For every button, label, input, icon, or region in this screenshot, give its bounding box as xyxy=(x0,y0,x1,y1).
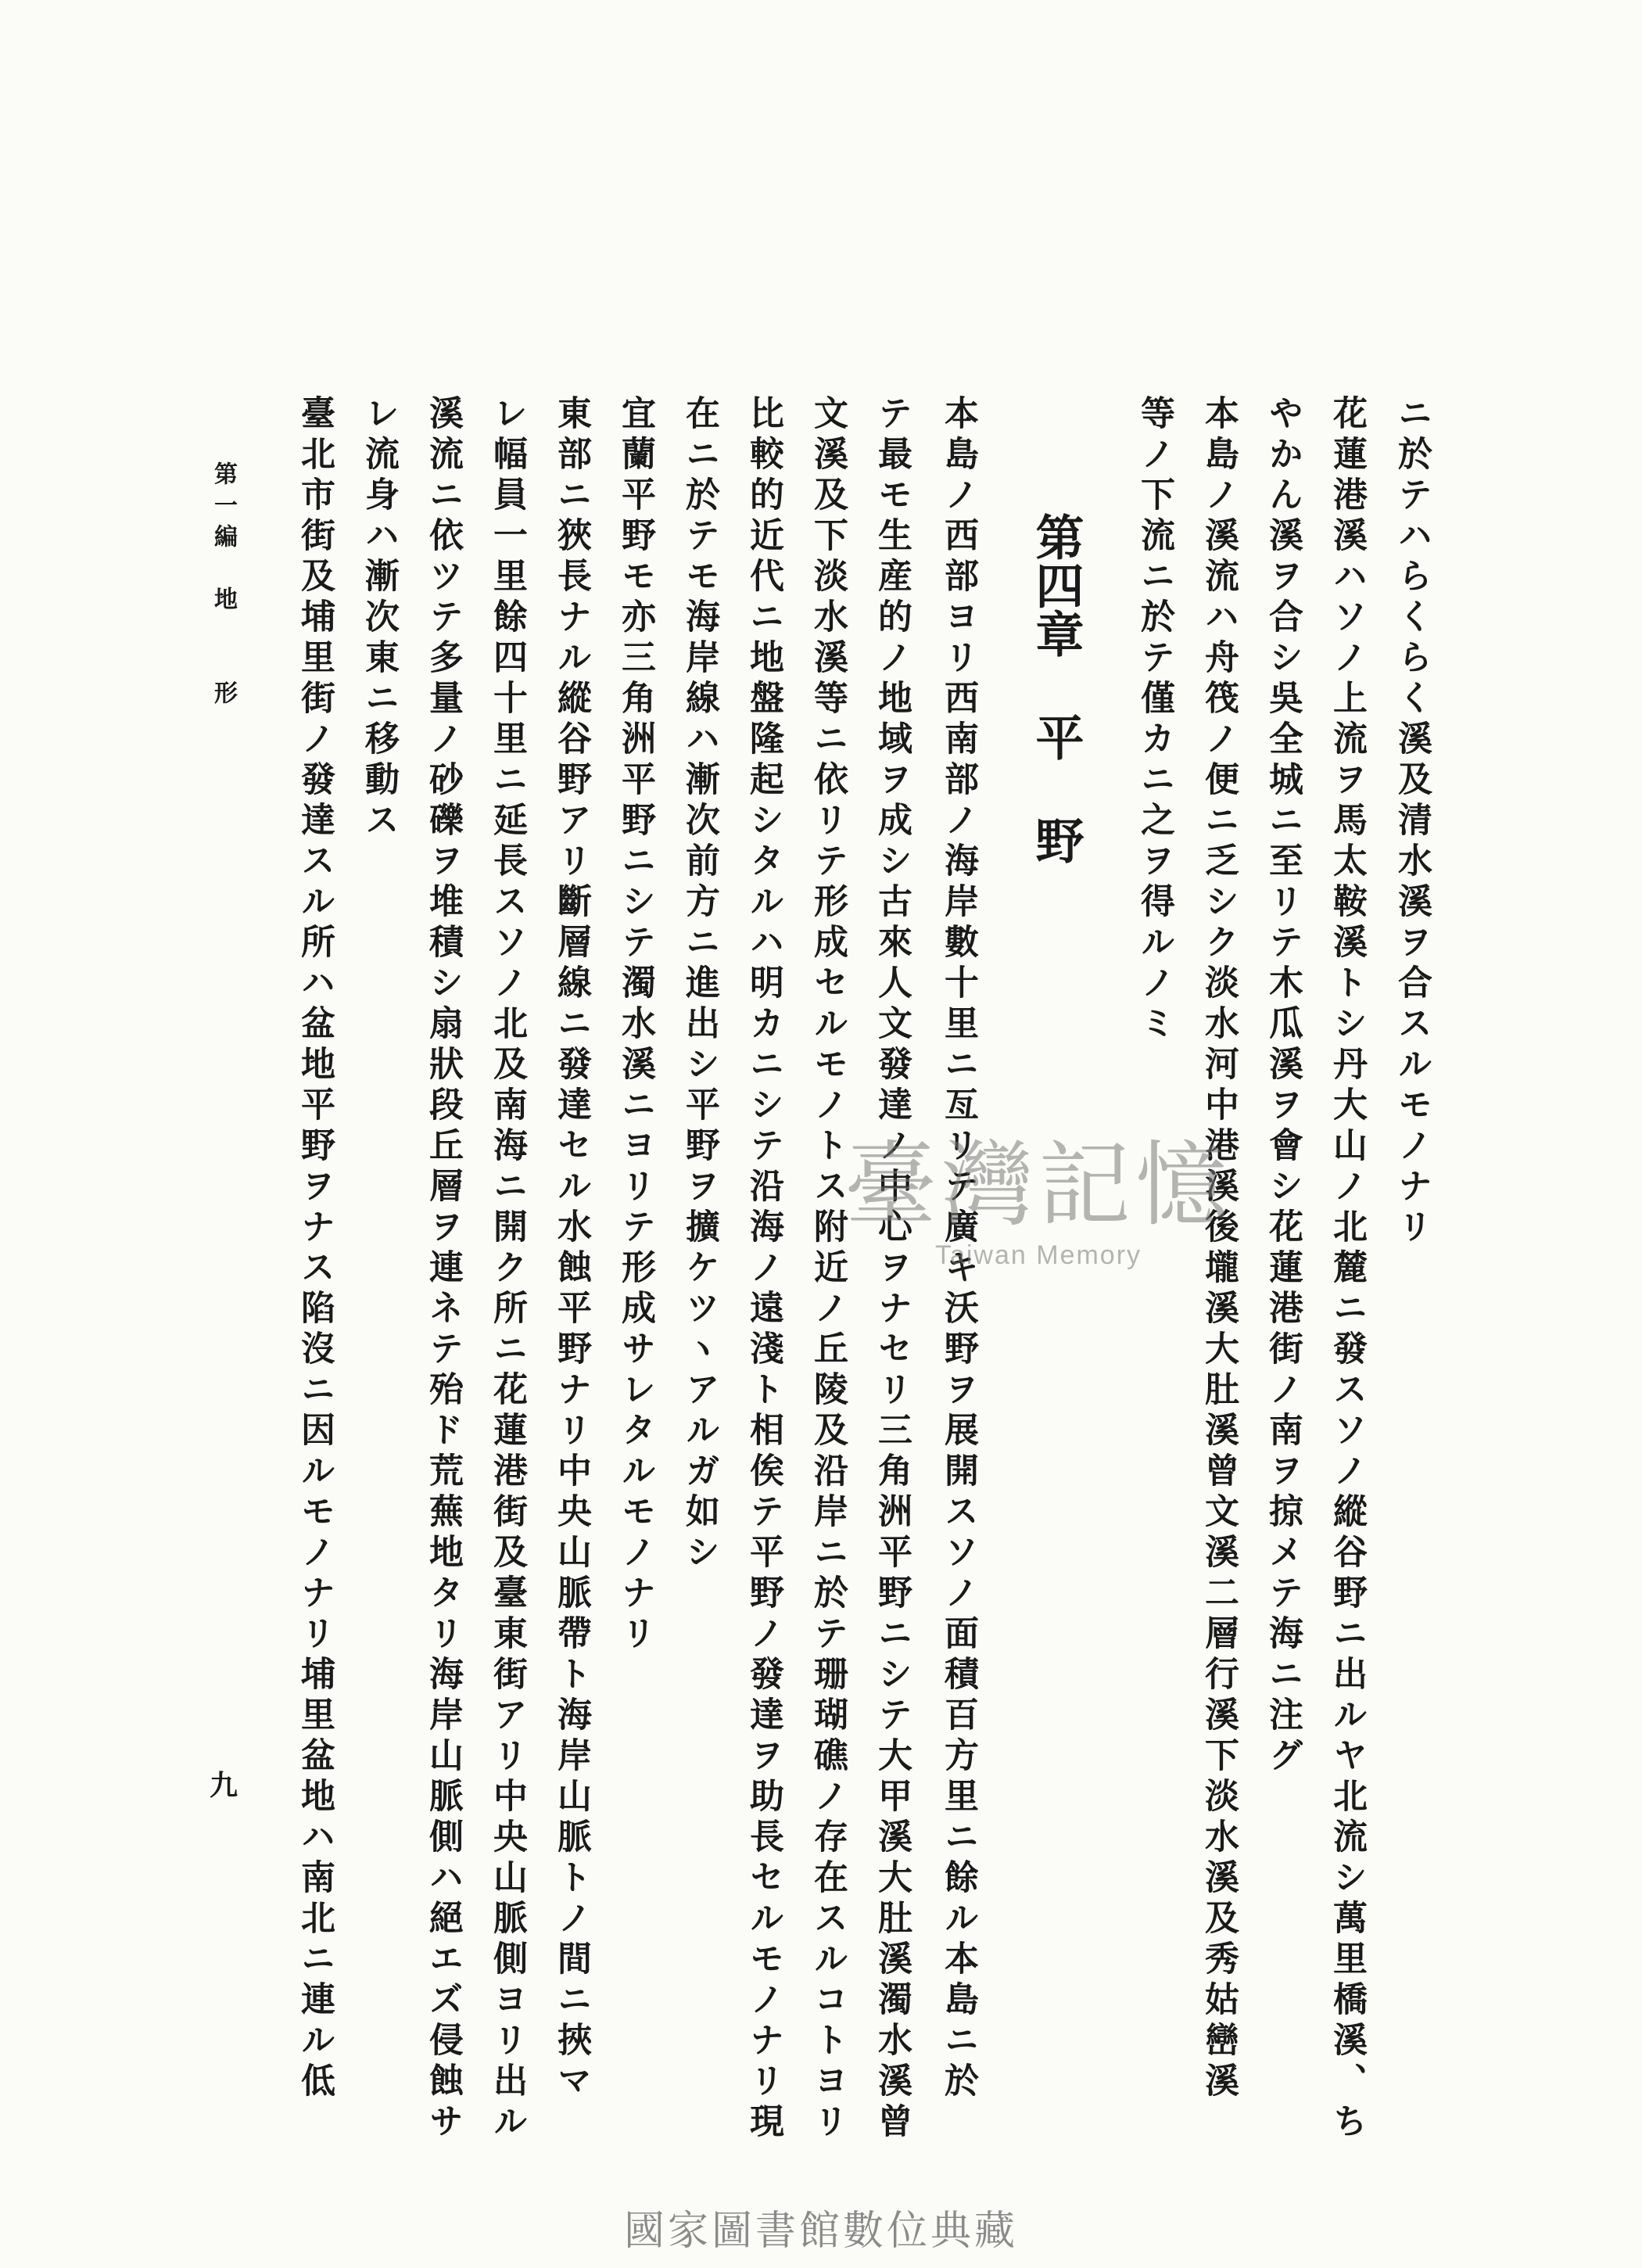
text-column-2: 花蓮港溪ハソノ上流ヲ馬太鞍溪トシ丹大山ノ北麓ニ發スソノ縱谷野ニ出ルヤ北流シ萬里橋溪、ち xyxy=(1327,395,1367,2144)
text-column-4: 本島ノ溪流ハ舟筏ノ便ニ乏シク淡水河中港溪後壠溪大肚溪曾文溪二層行溪下淡水溪及秀姑巒溪 xyxy=(1199,395,1239,2103)
text-column-3: やかん溪ヲ合シ吳全城ニ至リテ木瓜溪ヲ會シ花蓮港街ノ南ヲ掠メテ海ニ注グ xyxy=(1263,395,1303,1778)
text-column-16: 臺北市街及埔里街ノ發達スル所ハ盆地平野ヲナス陷沒ニ因ルモノナリ埔里盆地ハ南北ニ連ル低 xyxy=(295,395,335,2103)
chapter-number: 第四章 xyxy=(1027,512,1085,658)
archive-watermark: 國家圖書館數位典藏 xyxy=(623,2208,1018,2255)
text-column-5: 等ノ下流ニ於テ僅カニ之ヲ得ルノミ xyxy=(1135,395,1174,1046)
chapter-heading xyxy=(1024,512,1087,864)
text-column-14: 溪流ニ依ツテ多量ノ砂礫ヲ堆積シ扇狀段丘層ヲ連ネテ殆ド荒蕪地タリ海岸山脈側ハ絕エズ侵蝕サ xyxy=(423,395,463,2144)
running-footer: 第一編 地 形 xyxy=(210,461,237,712)
text-column-6: 本島ノ西部ヨリ西南部ノ海岸數十里ニ亙リテ廣キ沃野ヲ展開スソノ面積百方里ニ餘ル本島ニ於 xyxy=(938,395,978,2103)
text-column-9: 比較的近代ニ地盤隆起シタルハ明カニシテ沿海ノ遠淺ト相俟テ平野ノ發達ヲ助長セルモノナリ現 xyxy=(744,395,783,2144)
watermark-english: Taiwan Memory xyxy=(934,1240,1142,1270)
text-column-7: テ最モ生産的ノ地域ヲ成シ古來人文發達ノ中心ヲナセリ三角洲平野ニシテ大甲溪大肚溪濁水溪曾 xyxy=(872,395,912,2144)
text-column-15: レ流身ハ漸次東ニ移動ス xyxy=(359,395,399,842)
text-column-13: レ幅員一里餘四十里ニ延長スソノ北及南海ニ開ク所ニ花蓮港街及臺東街アリ中央山脈側ヨリ出ル xyxy=(487,395,527,2144)
text-column-11: 宜蘭平野モ亦三角洲平野ニシテ濁水溪ニヨリテ形成サレタルモノナリ xyxy=(615,395,655,1656)
text-column-8: 文溪及下淡水溪等ニ依リテ形成セルモノトス附近ノ丘陵及沿岸ニ於テ珊瑚礁ノ存在スルコトヨリ xyxy=(808,395,848,2144)
text-column-10: 在ニ於テモ海岸線ハ漸次前方ニ進出シ平野ヲ擴ケツヽアルガ如シ xyxy=(679,395,719,1574)
text-column-1: ニ於テハらくらく溪及清水溪ヲ合スルモノナリ xyxy=(1392,395,1432,1249)
text-column-12: 東部ニ狹長ナル縱谷野アリ斷層線ニ發達セル水蝕平野ナリ中央山脈帶ト海岸山脈トノ間ニ挾マ xyxy=(551,395,591,2103)
chapter-title-1: 平 xyxy=(1027,712,1085,761)
page-number: 九 xyxy=(210,1769,238,1802)
watermark-chinese: 臺灣記憶 xyxy=(844,1131,1233,1239)
chapter-title-2: 野 xyxy=(1027,816,1085,864)
watermark xyxy=(844,1131,1233,1271)
